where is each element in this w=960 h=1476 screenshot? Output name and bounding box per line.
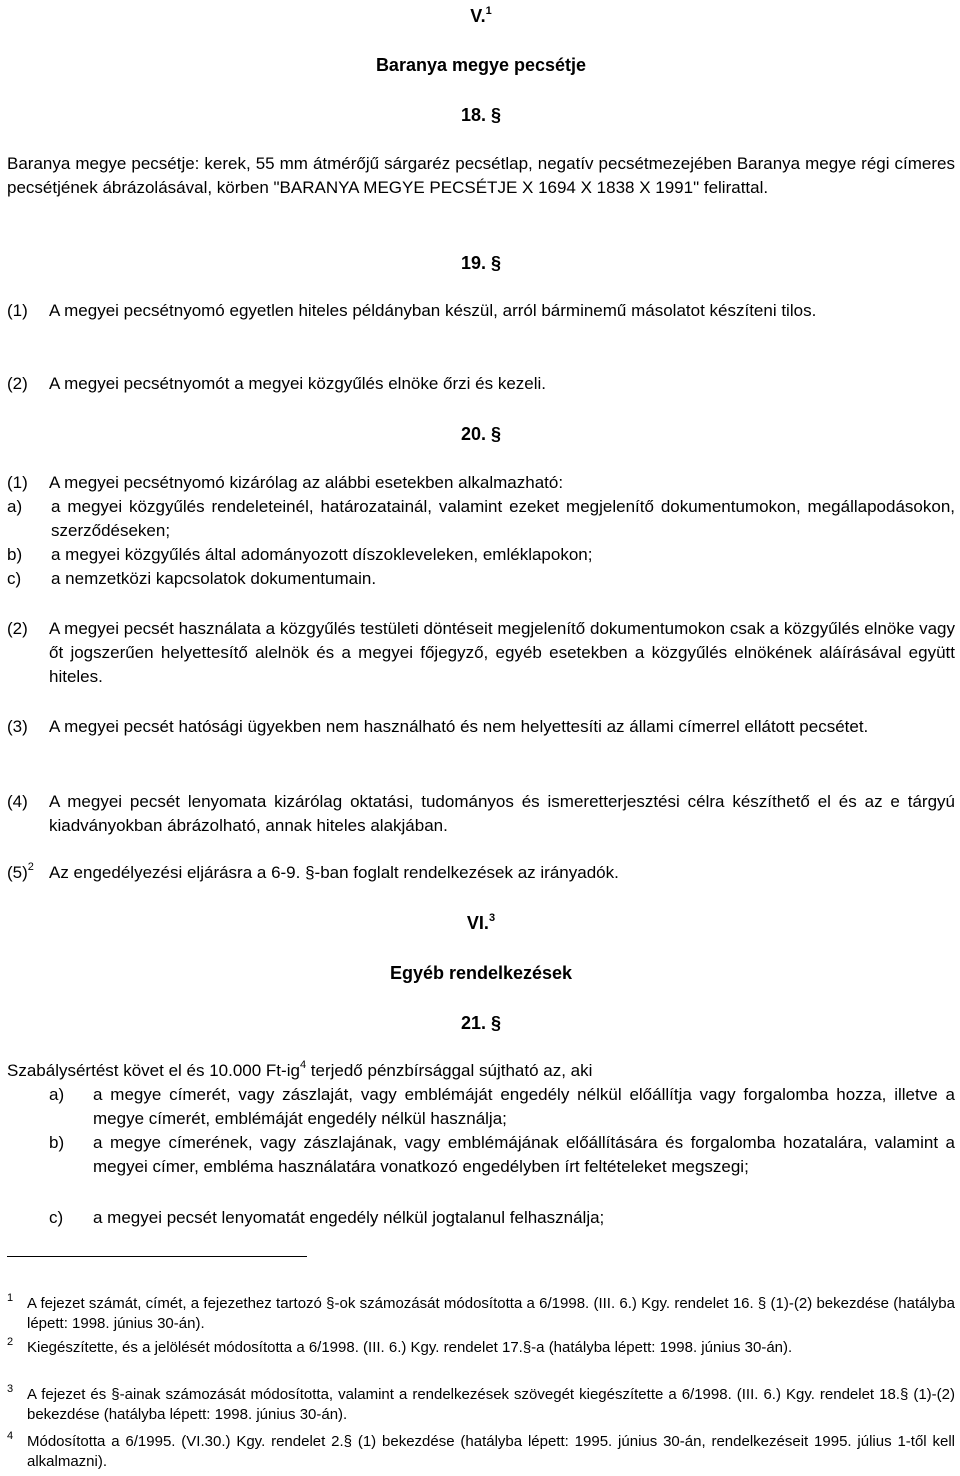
section-20-number: 20. § xyxy=(460,424,502,444)
section-21-item-a xyxy=(7,1083,955,1131)
footnote-4 xyxy=(7,1432,955,1472)
paragraph-text: A megyei pecsétnyomót a megyei közgyűlés elnöke őrzi és kezeli. xyxy=(49,374,547,393)
paragraph-number: (2) xyxy=(7,374,28,393)
chapter-5-title: Baranya megye pecsétje xyxy=(375,55,587,75)
footnote-text: A fejezet számát, címét, a fejezethez tartozó §-ok számozását módosította a 6/1998. (III. 6.) Kgy. rendelet 16. § (1)-(2) bekezdése (hatályba lépett: 1998. június 30-án). xyxy=(27,1295,955,1332)
item-label: b) xyxy=(7,545,23,564)
section-19-paragraph-1 xyxy=(7,299,955,323)
footnote-number: 1 xyxy=(7,1292,14,1304)
paragraph-text: A megyei pecsét hatósági ügyekben nem használható és nem helyettesíti az állami címerrel ellátott pecsétet. xyxy=(49,717,869,736)
item-text: a megyei közgyűlés rendeleteinél, határozatainál, valamint ezeket megjelenítő dokumentumokon, megállapodásokon, szerződéseken; xyxy=(51,497,955,540)
paragraph-number: (1) xyxy=(7,473,28,492)
footnote-text: Kiegészítette, és a jelölését módosította a 6/1998. (III. 6.) Kgy. rendelet 17.§-a (hatályba lépett: 1998. június 30-án). xyxy=(27,1339,793,1356)
chapter-6-number xyxy=(7,911,955,935)
chapter-5-number xyxy=(7,4,955,28)
footnote-1 xyxy=(7,1294,955,1334)
section-21-intro xyxy=(7,1059,955,1083)
footnote-text: A fejezet és §-ainak számozását módosította, valamint a rendelkezések szövegét kiegészítette a 6/1998. (III. 6.) Kgy. rendelet 18.§ (1)-(2) bekezdése (hatályba lépett: 1998. június 30-án). xyxy=(27,1386,955,1423)
section-20-paragraph-1 xyxy=(7,471,955,495)
paragraph-number: (2) xyxy=(7,619,28,638)
section-18-text: Baranya megye pecsétje: kerek, 55 mm átmérőjű sárgaréz pecsétlap, negatív pecsétmezejében Baranya megye régi címeres pecsétjének ábrázolásával, körben "BARANYA MEGYE PECSÉTJE X 1694 X 1838 X 1991" felirattal. xyxy=(7,154,955,197)
section-18-number: 18. § xyxy=(460,105,502,125)
item-label: c) xyxy=(7,569,22,588)
paragraph-text: Az engedélyezési eljárásra a 6-9. §-ban foglalt rendelkezések az irányadók. xyxy=(49,863,619,882)
item-text: a megye címerét, vagy zászlaját, vagy emblémáját engedély nélkül előállítja vagy forgalomba hozza, illetve a megye címerét, emblémáját engedély nélkül használja; xyxy=(93,1085,955,1128)
footnote-ref-3[interactable]: 3 xyxy=(488,912,496,924)
item-label: a) xyxy=(49,1085,65,1104)
section-21-item-b xyxy=(7,1131,955,1179)
footnote-number: 4 xyxy=(7,1430,14,1442)
paragraph-text: A megyei pecsét használata a közgyűlés testületi döntéseit megjelenítő dokumentumokon csak a közgyűlés elnöke vagy őt jogszerűen helyettesítő alelnök és a megyei főjegyző, egyéb esetekben a közgyűlés elnökének aláírásával együtt hiteles. xyxy=(49,619,955,686)
chapter-6-title: Egyéb rendelkezések xyxy=(389,963,573,983)
footnote-ref-2[interactable]: 2 xyxy=(27,861,34,873)
footnote-number: 2 xyxy=(7,1336,14,1348)
chapter-5-number-text: V. xyxy=(470,6,486,26)
footnote-2 xyxy=(7,1338,955,1358)
section-20-paragraph-5 xyxy=(7,861,955,885)
footnote-ref-4[interactable]: 4 xyxy=(299,1059,307,1071)
item-text: a megye címerének, vagy zászlajának, vagy emblémájának előállítására és forgalomba hozatalára, valamint a megyei címer, embléma használatára vonatkozó engedélyben írt feltételeket megszegi; xyxy=(93,1133,955,1176)
section-20-item-a xyxy=(0,495,955,543)
footnote-ref-1[interactable]: 1 xyxy=(485,5,492,17)
item-text: a megyei pecsét lenyomatát engedély nélkül jogtalanul felhasználja; xyxy=(93,1208,605,1227)
section-19-number: 19. § xyxy=(460,253,502,273)
paragraph-number: (1) xyxy=(7,301,28,320)
item-text: a megyei közgyűlés által adományozott díszokleveleken, emléklapokon; xyxy=(51,545,593,564)
chapter-6-number-text: VI. xyxy=(466,913,489,933)
item-text: a nemzetközi kapcsolatok dokumentumain. xyxy=(51,569,377,588)
paragraph-number: (4) xyxy=(7,792,28,811)
paragraph-text: A megyei pecsét lenyomata kizárólag oktatási, tudományos és ismeretterjesztési célra készíthető el és az e tárgyú kiadványokban ábrázolható, annak hiteles alakjában. xyxy=(49,792,955,835)
section-20-paragraph-4 xyxy=(7,790,955,838)
section-20-item-b xyxy=(0,543,955,567)
section-20-item-c xyxy=(0,567,955,591)
footnote-number: 3 xyxy=(7,1383,14,1395)
item-label: a) xyxy=(7,497,23,516)
section-21-number: 21. § xyxy=(460,1013,502,1033)
paragraph-number-text: (5) xyxy=(7,863,28,882)
item-label: c) xyxy=(49,1208,64,1227)
section-20-paragraph-3 xyxy=(7,715,955,739)
footnote-separator xyxy=(7,1256,307,1257)
footnote-text: Módosította a 6/1995. (VI.30.) Kgy. rendelet 2.§ (1) bekezdése (hatályba lépett: 1995. június 30-án, rendelkezéseit 1995. július 1-től kell alkalmazni). xyxy=(27,1433,955,1470)
item-label: b) xyxy=(49,1133,65,1152)
paragraph-number xyxy=(7,861,34,885)
intro-text-a: Szabálysértést követ el és 10.000 Ft-ig xyxy=(7,1061,300,1080)
paragraph-number: (3) xyxy=(7,717,28,736)
section-20-paragraph-2 xyxy=(7,617,955,689)
paragraph-text: A megyei pecsétnyomó kizárólag az alábbi esetekben alkalmazható: xyxy=(49,473,564,492)
paragraph-text: A megyei pecsétnyomó egyetlen hiteles példányban készül, arról bárminemű másolatot készíteni tilos. xyxy=(49,301,817,320)
intro-text-b: terjedő pénzbírsággal sújtható az, aki xyxy=(306,1061,593,1080)
section-19-paragraph-2 xyxy=(7,372,955,396)
section-21-item-c xyxy=(7,1206,955,1230)
footnote-3 xyxy=(7,1385,955,1425)
